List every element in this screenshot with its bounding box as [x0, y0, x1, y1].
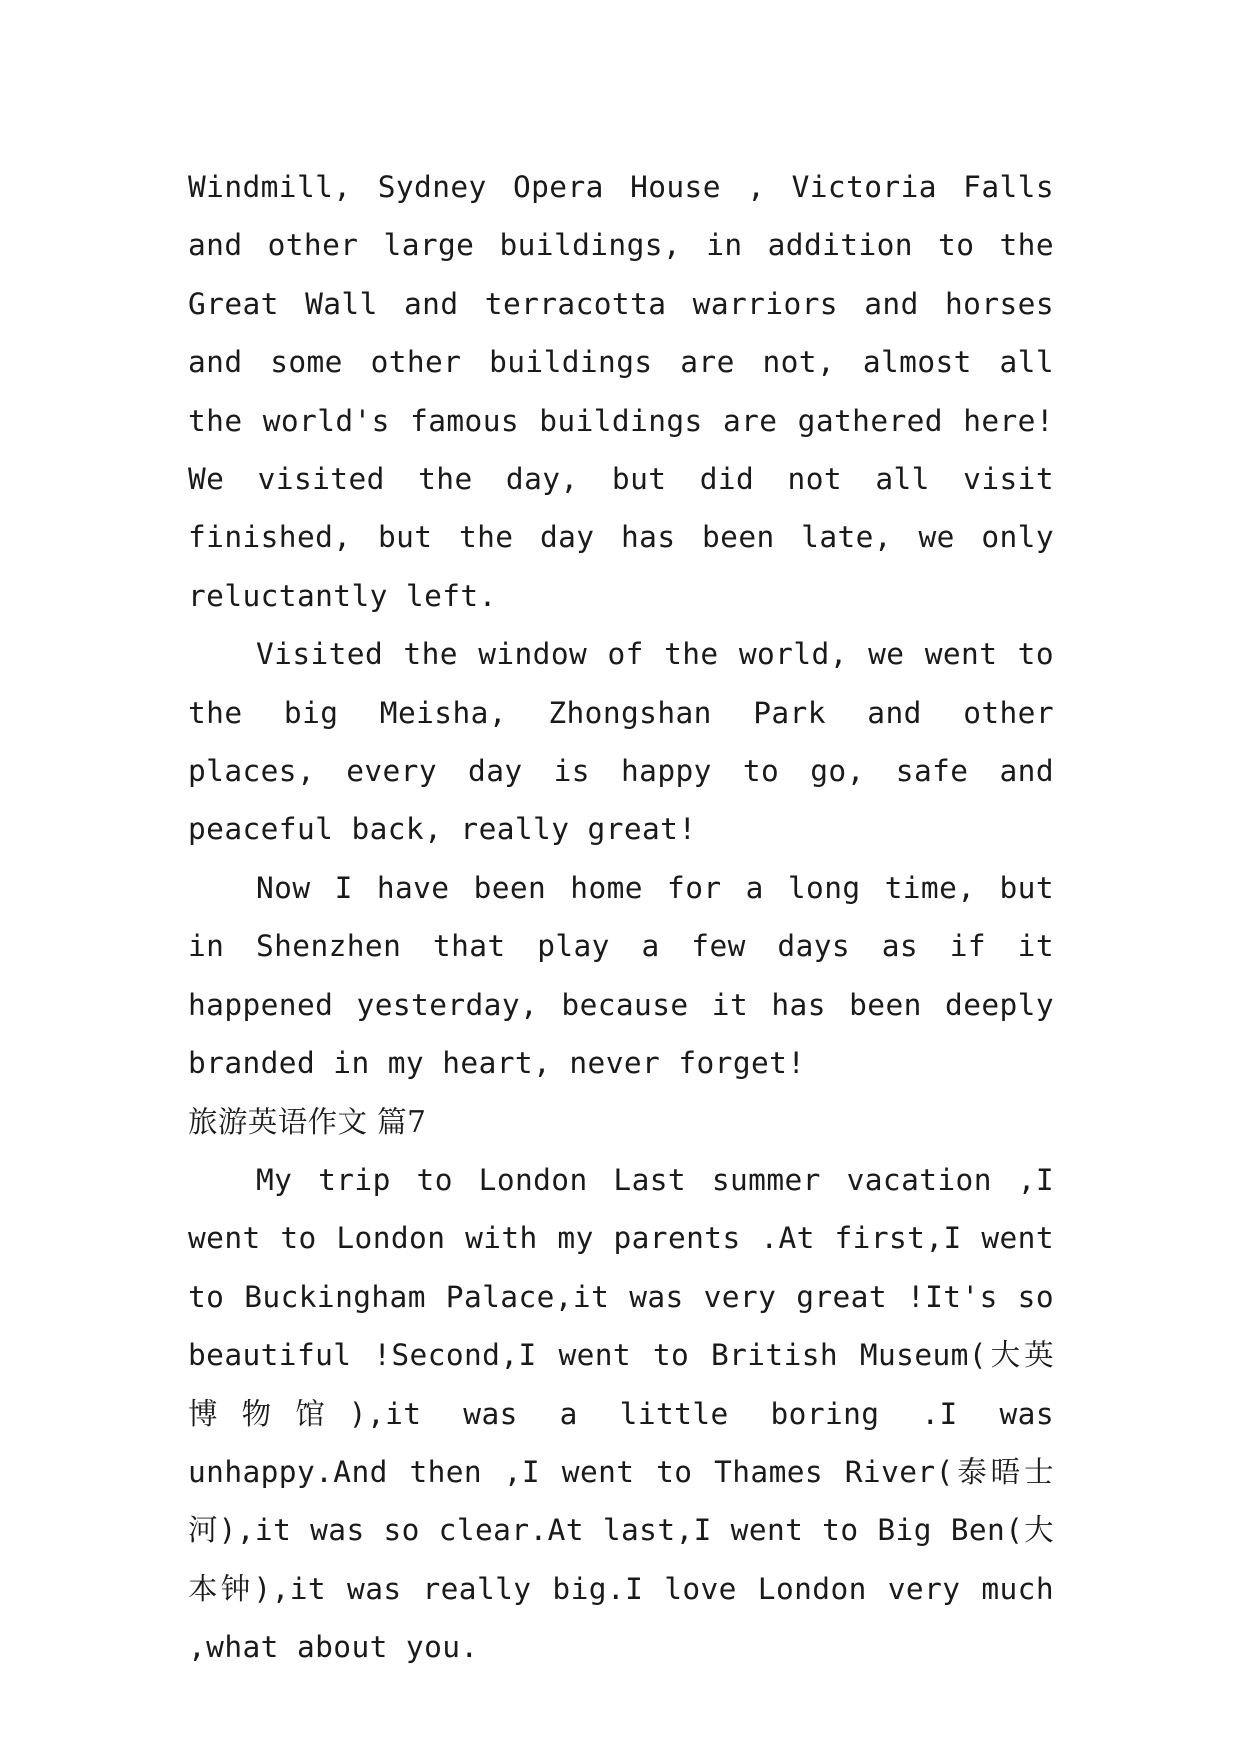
paragraph-window-of-world: Visited the window of the world, we went to the big Meisha, Zhongshan Park and other places, every day is happy to go, safe and peaceful back, really great!	[188, 637, 1054, 847]
section-heading: 旅游英语作文 篇7	[188, 1104, 427, 1139]
paragraph-london-trip: My trip to London Last summer vacation ,I went to London with my parents .At first,I went to Buckingham Palace,it was very great !It's so beautiful !Second,I went to British Museum(大英博物馆),it was a little boring .I was unhappy.And then ,I went to Thames River(泰晤士河),it was so clear.At last,I went to Big Ben(大本钟),it was really big.I love London very much ,what about you.	[188, 1162, 1054, 1665]
document-body	[188, 158, 1054, 1677]
paragraph-home-shenzhen: Now I have been home for a long time, but in Shenzhen that play a few days as if it happened yesterday, because it has been deeply branded in my heart, never forget!	[188, 870, 1054, 1081]
paragraph-windmill: Windmill, Sydney Opera House , Victoria Falls and other large buildings, in addition to the Great Wall and terracotta warriors and horses and some other buildings are not, almost all the world's famous buildings are gathered here! We visited the day, but did not all visit finished, but the day has been late, we only reluctantly left.	[188, 170, 1054, 613]
